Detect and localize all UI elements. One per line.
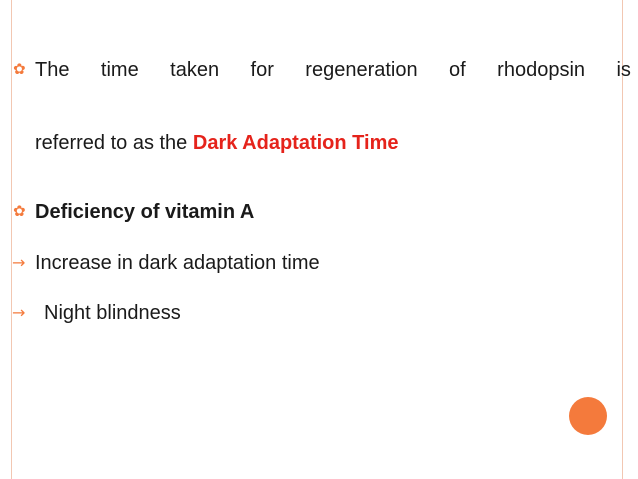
- dark-adaptation-time-highlight: Dark Adaptation Time: [192, 132, 399, 154]
- arrow-right-icon: →: [12, 253, 26, 272]
- sub-point-night-blindness: Night blindness: [44, 302, 181, 324]
- bullet-1-line-1: [35, 58, 631, 82]
- word: rhodopsin: [497, 59, 586, 81]
- line-2-prefix: referred to as the: [35, 132, 188, 154]
- pinwheel-bullet-icon: ✿: [13, 60, 26, 78]
- word: The: [35, 59, 70, 81]
- sub-point-dark-adaptation: Increase in dark adaptation time: [35, 252, 320, 274]
- word: taken: [170, 59, 220, 81]
- vitamin-a-deficiency-heading: Deficiency of vitamin A: [35, 201, 255, 223]
- pinwheel-bullet-icon: ✿: [13, 202, 26, 220]
- bullet-1-line-2: [35, 131, 398, 155]
- arrow-right-icon: →: [12, 303, 26, 322]
- word: regeneration: [305, 59, 418, 81]
- word: for: [250, 59, 274, 81]
- word: time: [100, 59, 139, 81]
- word: of: [449, 59, 466, 81]
- word: is: [616, 59, 631, 81]
- decorative-accent-circle: [569, 397, 607, 435]
